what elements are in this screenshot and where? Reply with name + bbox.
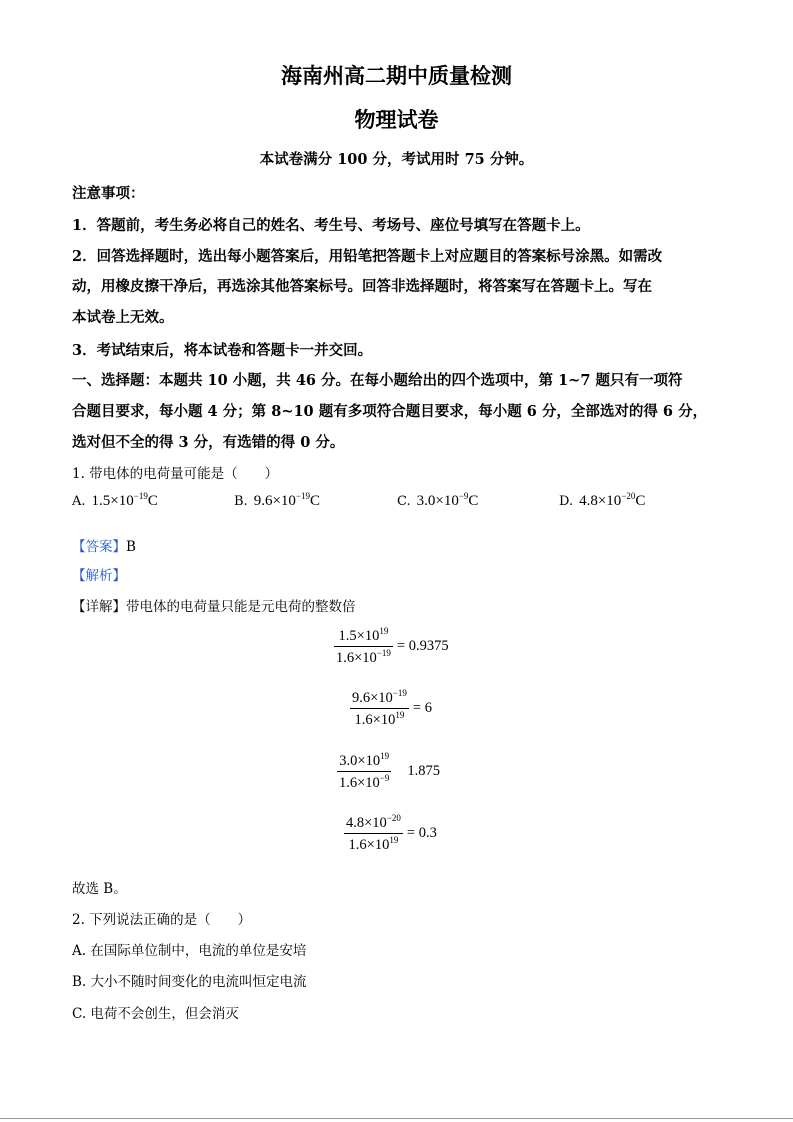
note-3: 3．考试结束后，将本试卷和答题卡一并交回。 xyxy=(72,342,373,359)
section-heading-line-2: 合题目要求，每小题 4 分；第 8~10 题有多项符合题目要求，每小题 6 分，全部选对的得 6 分， xyxy=(72,403,708,420)
answer-line xyxy=(72,535,136,555)
detail-line xyxy=(72,595,356,615)
option-label: A. xyxy=(72,494,86,509)
note-2-line-3: 本试卷上无效。 xyxy=(72,309,174,326)
note-1: 1．答题前，考生务必将自己的姓名、考生号、考场号、座位号填写在答题卡上。 xyxy=(72,217,590,234)
q1-option-d xyxy=(559,491,645,510)
detail-text: 带电体的电荷量只能是元电荷的整数倍 xyxy=(126,599,356,615)
option-mantissa: 9.6×10 xyxy=(253,493,296,509)
answer-tag: 【答案】 xyxy=(72,539,126,555)
option-mantissa: 3.0×10 xyxy=(416,493,459,509)
option-mantissa: 1.5×10 xyxy=(91,493,134,509)
equation-1: $\frac{1.5\times 10^{19}}{1.6\times 10^{-19}}$ = 0.9375 xyxy=(336,626,449,666)
option-label: C. xyxy=(397,494,411,509)
q1-option-a xyxy=(72,491,158,510)
analysis-tag: 【解析】 xyxy=(72,568,126,584)
section-heading-line-1: 一、选择题：本题共 10 小题，共 46 分。在每小题给出的四个选项中，第 1~7 题只有一项符 xyxy=(72,372,683,389)
option-exponent: −19 xyxy=(295,491,310,501)
option-label: D. xyxy=(559,494,574,509)
q2-option-c: C. 电荷不会创生，但会消灭 xyxy=(72,1006,239,1022)
option-mantissa: 4.8×10 xyxy=(579,493,622,509)
option-unit: C xyxy=(147,493,158,509)
q1-option-c xyxy=(397,491,478,510)
page-title: 海南州高二期中质量检测 xyxy=(281,63,512,88)
detail-tag: 【详解】 xyxy=(72,599,126,615)
equation-2: $\frac{9.6\times 10^{-19}}{1.6\times 10^{19}}$ = 6 xyxy=(352,688,432,728)
equation-4: $\frac{4.8\times 10^{-20}}{1.6\times 10^{19}}$ = 0.3 xyxy=(346,813,437,853)
equation-3: $\frac{3.0\times 10^{19}}{1.6\times 10^{-9}}$ 1.875 xyxy=(339,751,441,791)
section-heading-line-3: 选对但不全的得 3 分，有选错的得 0 分。 xyxy=(72,434,345,451)
answer-value: B xyxy=(126,539,136,555)
q1-option-b xyxy=(234,491,320,510)
option-unit: C xyxy=(635,493,646,509)
page-subtitle: 物理试卷 xyxy=(354,107,439,132)
notes-heading: 注意事项： xyxy=(72,185,145,202)
q2-stem: 2. 下列说法正确的是（ ） xyxy=(72,912,252,928)
option-exponent: −9 xyxy=(458,491,469,501)
exam-intro: 本试卷满分 100 分，考试用时 75 分钟。 xyxy=(259,151,534,168)
option-unit: C xyxy=(309,493,320,509)
page-bottom-divider xyxy=(0,1118,793,1119)
option-exponent: −19 xyxy=(133,491,148,501)
option-label: B. xyxy=(234,494,248,509)
q1-conclusion: 故选 B。 xyxy=(72,881,127,897)
q2-option-b: B. 大小不随时间变化的电流叫恒定电流 xyxy=(72,974,307,990)
option-exponent: −20 xyxy=(621,491,636,501)
option-unit: C xyxy=(468,493,479,509)
note-2-line-1: 2．回答选择题时，选出每小题答案后，用铅笔把答题卡上对应题目的答案标号涂黑。如需改 xyxy=(72,248,663,265)
q2-option-a: A. 在国际单位制中，电流的单位是安培 xyxy=(72,943,307,959)
q1-stem: 1. 带电体的电荷量可能是（ ） xyxy=(72,466,279,482)
note-2-line-2: 动，用橡皮擦干净后，再选涂其他答案标号。回答非选择题时，将答案写在答题卡上。写在 xyxy=(72,278,652,295)
